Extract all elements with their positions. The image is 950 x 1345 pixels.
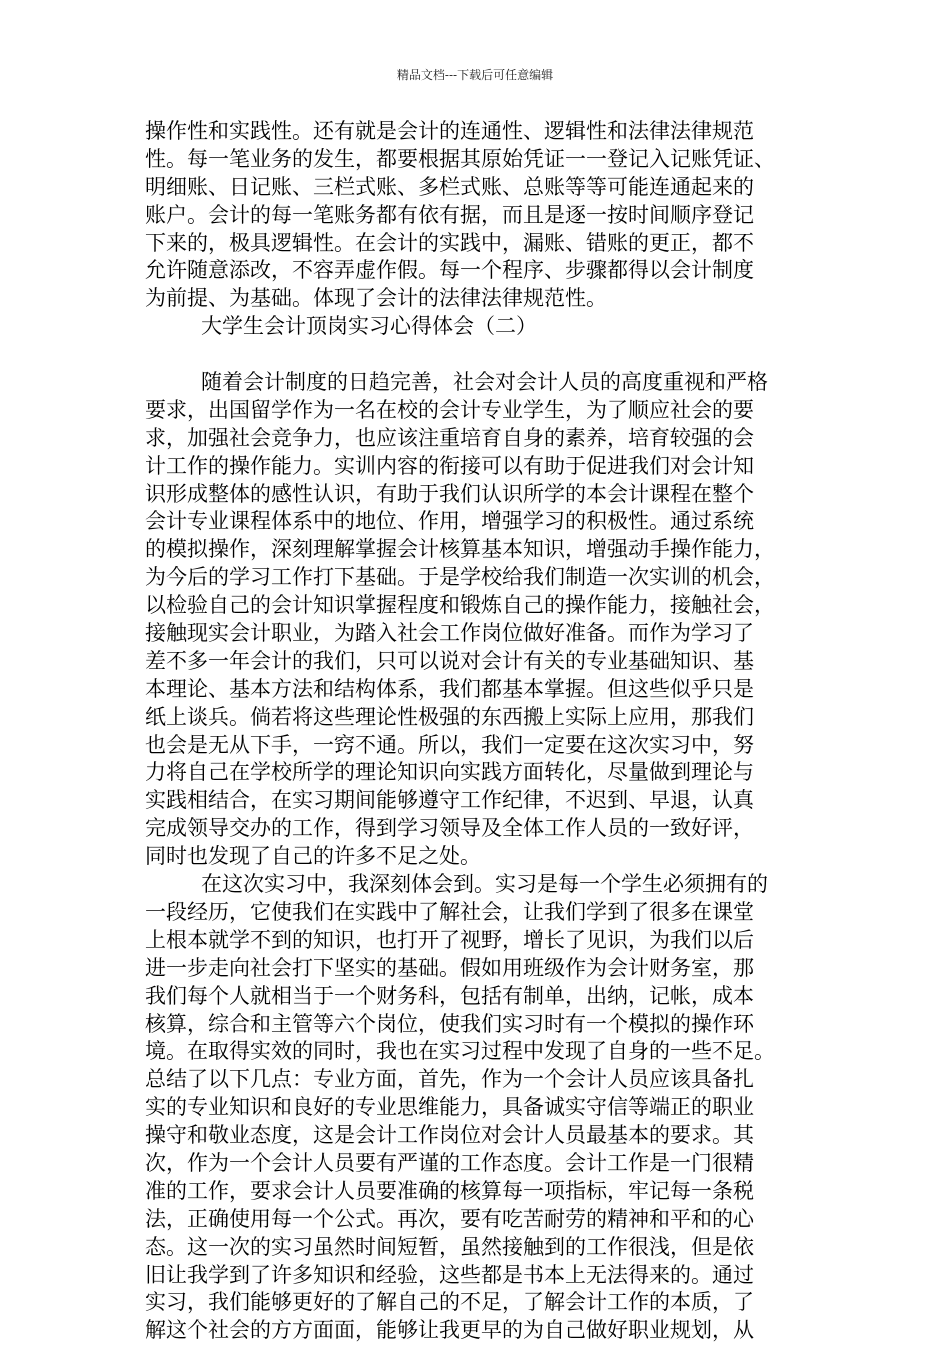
- text-line: 法，正确使用每一个公式。再次，要有吃苦耐劳的精神和平和的心: [145, 1206, 754, 1231]
- text-line: 求，加强社会竞争力，也应该注重培育自身的素养，培育较强的会: [145, 425, 754, 450]
- text-line: 力将自己在学校所学的理论知识向实践方面转化，尽量做到理论与: [145, 760, 754, 785]
- text-line: 为前提、为基础。体现了会计的法律法律规范性。: [145, 286, 607, 311]
- text-line: 明细账、日记账、三栏式账、多栏式账、总账等等可能连通起来的: [145, 174, 754, 199]
- text-line: 态。这一次的实习虽然时间短暂，虽然接触到的工作很浅，但是依: [145, 1234, 754, 1259]
- text-line: 进一步走向社会打下坚实的基础。假如用班级作为会计财务室，那: [145, 955, 754, 980]
- paragraph-1: [145, 118, 809, 313]
- paragraph-3: [145, 871, 809, 1345]
- text-line: 在这次实习中，我深刻体会到。实习是每一个学生必须拥有的: [201, 872, 768, 897]
- blank-line: [145, 341, 809, 369]
- text-line: 操作性和实践性。还有就是会计的连通性、逻辑性和法律法律规范: [145, 119, 754, 143]
- text-line: 操守和敬业态度，这是会计工作岗位对会计人员最基本的要求。其: [145, 1123, 754, 1148]
- section-title: 大学生会计顶岗实习心得体会（二）: [201, 314, 537, 339]
- text-line: 实践相结合，在实习期间能够遵守工作纪律，不迟到、早退，认真: [145, 788, 754, 813]
- text-line: 账户。会计的每一笔账务都有依有据，而且是逐一按时间顺序登记: [145, 202, 754, 227]
- text-line: 准的工作，要求会计人员要准确的核算每一项指标，牢记每一条税: [145, 1178, 754, 1203]
- text-line: 随着会计制度的日趋完善，社会对会计人员的高度重视和严格: [201, 370, 768, 395]
- text-line: 实的专业知识和良好的专业思维能力，具备诚实守信等端正的职业: [145, 1095, 754, 1120]
- document-body: [145, 118, 809, 1345]
- text-line: 解这个社会的方方面面，能够让我更早的为自己做好职业规划，从: [145, 1318, 754, 1343]
- text-line: 同时也发现了自己的许多不足之处。: [145, 844, 481, 869]
- text-line: 次，作为一个会计人员要有严谨的工作态度。会计工作是一门很精: [145, 1150, 754, 1175]
- text-line: 的模拟操作，深刻理解掌握会计核算基本知识，增强动手操作能力，: [145, 537, 775, 562]
- paragraph-2: [145, 369, 809, 871]
- text-line: 纸上谈兵。倘若将这些理论性极强的东西搬上实际上应用，那我们: [145, 704, 754, 729]
- text-line: 计工作的操作能力。实训内容的衔接可以有助于促进我们对会计知: [145, 453, 754, 478]
- text-line: 也会是无从下手，一窍不通。所以，我们一定要在这次实习中，努: [145, 732, 754, 757]
- text-line: 下来的，极具逻辑性。在会计的实践中，漏账、错账的更正，都不: [145, 230, 754, 255]
- text-line: 我们每个人就相当于一个财务科，包括有制单，出纳，记帐，成本: [145, 983, 754, 1008]
- text-line: 总结了以下几点：专业方面，首先，作为一个会计人员应该具备扎: [145, 1067, 754, 1092]
- text-line: 本理论、基本方法和结构体系，我们都基本掌握。但这些似乎只是: [145, 676, 754, 701]
- text-line: 一段经历，它使我们在实践中了解社会，让我们学到了很多在课堂: [145, 899, 754, 924]
- text-line: 实习，我们能够更好的了解自己的不足，了解会计工作的本质，了: [145, 1290, 754, 1315]
- text-line: 差不多一年会计的我们，只可以说对会计有关的专业基础知识、基: [145, 648, 754, 673]
- page-header: 精品文档---下载后可任意编辑: [396, 68, 554, 82]
- text-line: 旧让我学到了许多知识和经验，这些都是书本上无法得来的。通过: [145, 1262, 754, 1287]
- text-line: 性。每一笔业务的发生，都要根据其原始凭证一一登记入记账凭证、: [145, 146, 775, 171]
- text-line: 以检验自己的会计知识掌握程度和锻炼自己的操作能力，接触社会，: [145, 593, 775, 618]
- text-line: 接触现实会计职业，为踏入社会工作岗位做好准备。而作为学习了: [145, 621, 754, 646]
- text-line: 识形成整体的感性认识，有助于我们认识所学的本会计课程在整个: [145, 481, 754, 506]
- text-line: 完成领导交办的工作，得到学习领导及全体工作人员的一致好评，: [145, 816, 754, 841]
- text-line: 会计专业课程体系中的地位、作用，增强学习的积极性。通过系统: [145, 509, 754, 534]
- text-line: 允许随意添改，不容弄虚作假。每一个程序、步骤都得以会计制度: [145, 258, 754, 283]
- text-line: 为今后的学习工作打下基础。于是学校给我们制造一次实训的机会，: [145, 565, 775, 590]
- text-line: 要求，出国留学作为一名在校的会计专业学生，为了顺应社会的要: [145, 397, 754, 422]
- text-line: 上根本就学不到的知识，也打开了视野，增长了见识，为我们以后: [145, 927, 754, 952]
- text-line: 境。在取得实效的同时，我也在实习过程中发现了自身的一些不足。: [145, 1039, 775, 1064]
- text-line: 核算，综合和主管等六个岗位，使我们实习时有一个模拟的操作环: [145, 1011, 754, 1036]
